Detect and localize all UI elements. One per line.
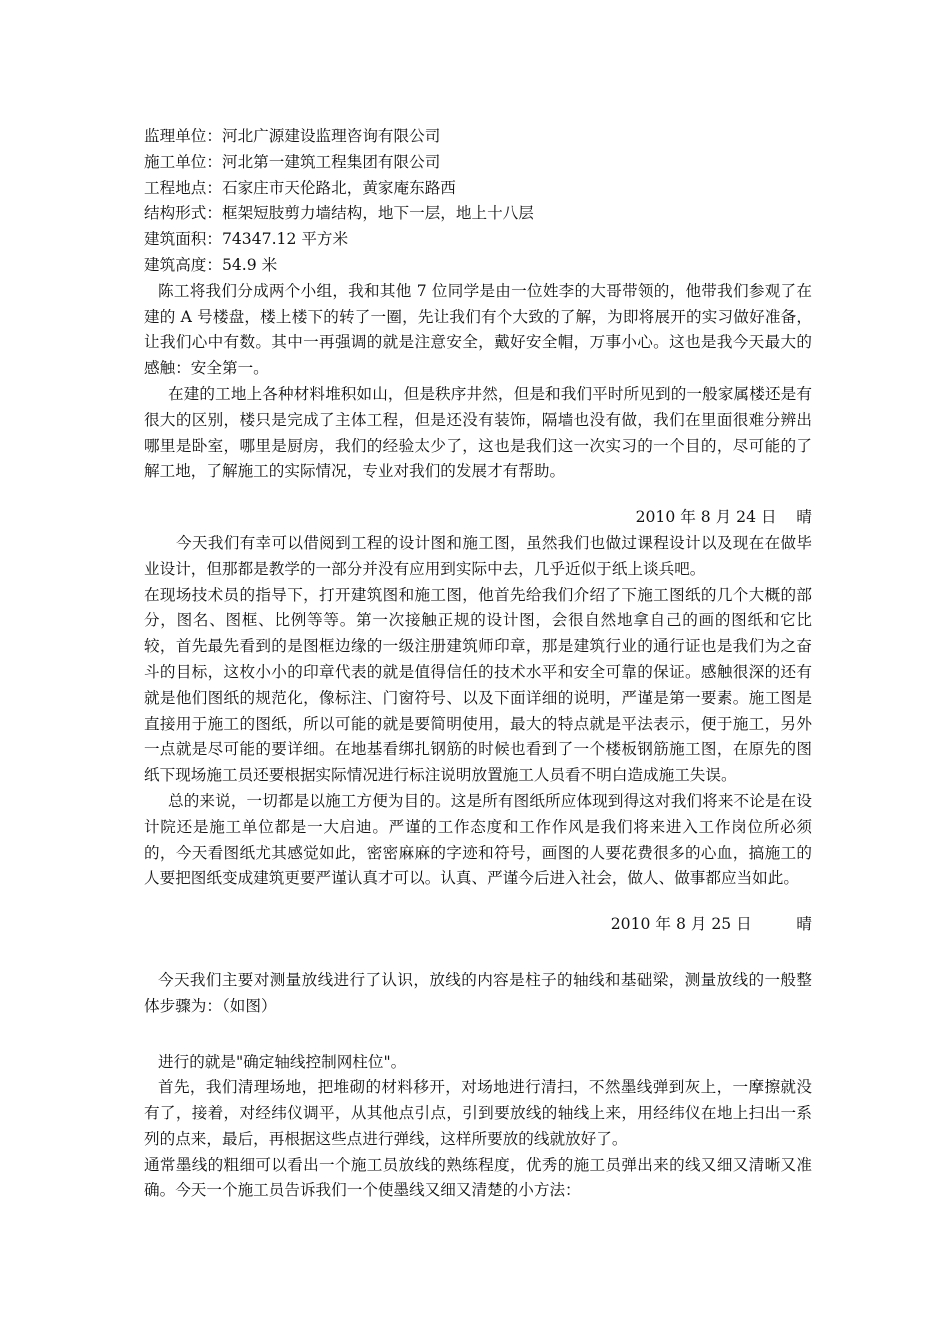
- supervision-unit: 监理单位：河北广源建设监理咨询有限公司: [144, 127, 441, 145]
- document-page: [144, 124, 812, 1204]
- day3-date: 2010 年 8 月 25 日 晴: [610, 915, 812, 934]
- day2-paragraph-1: 今天我们有幸可以借阅到工程的设计图和施工图，虽然我们也做过课程设计以及现在在做毕业设计，但那都是教学的一部分并没有应用到实际中去，几乎近似于纸上谈兵吧。: [144, 533, 812, 578]
- day2-date: 2010 年 8 月 24 日 晴: [635, 508, 812, 527]
- day3-paragraph-4: 通常墨线的粗细可以看出一个施工员放线的熟练程度，优秀的施工员弹出来的线又细又清晰又准确。今天一个施工员告诉我们一个使墨线又细又清楚的小方法：: [144, 1155, 812, 1200]
- day3-paragraph-3: 首先，我们清理场地，把堆砌的材料移开，对场地进行清扫，不然墨线弹到灰上，一摩擦就没有了，接着，对经纬仪调平，从其他点引点，引到要放线的轴线上来，用经纬仪在地上扫出一系列的点来，最后，再根据这些点进行弹线，这样所要放的线就放好了。: [144, 1078, 812, 1148]
- project-location: 工程地点：石家庄市天伦路北，黄家庵东路西: [144, 178, 456, 197]
- day1-paragraph-2: 在建的工地上各种材料堆积如山，但是秩序井然，但是和我们平时所见到的一般家属楼还是有很大的区别，楼只是完成了主体工程，但是还没有装饰，隔墙也没有做，我们在里面很难分辨出哪里是卧室，哪里是厨房，我们的经验太少了，这也是我们这一次实习的一个目的，尽可能的了解工地，了解施工的实际情况，专业对我们的发展才有帮助。: [144, 384, 812, 481]
- day3-paragraph-1: 今天我们主要对测量放线进行了认识，放线的内容是柱子的轴线和基础梁，测量放线的一般整体步骤为：（如图）: [144, 970, 812, 1015]
- day1-paragraph-1: 陈工将我们分成两个小组，我和其他 7 位同学是由一位姓李的大哥带领的，他带我们参观了在建的 A 号楼盘，楼上楼下的转了一圈，先让我们有个大致的了解，为即将展开的实习做好准备，让我们心中有数。其中一再强调的就是注意安全，戴好安全帽，万事小心。这也是我今天最大的感触：安全第一。: [144, 281, 812, 378]
- project-info: [144, 124, 812, 279]
- building-area: 建筑面积：74347.12 平方米: [144, 230, 349, 249]
- structure-type: 结构形式：框架短肢剪力墙结构，地下一层，地上十八层: [144, 204, 534, 223]
- day2-paragraph-2: 在现场技术员的指导下，打开建筑图和施工图，他首先给我们介绍了下施工图纸的几个大概的部分，图名、图框、比例等等。第一次接触正规的设计图，会很自然地拿自己的画的图纸和它比较，首先最先看到的是图框边缘的一级注册建筑师印章，那是建筑行业的通行证也是我们为之奋斗的目标，这枚小小的印章代表的就是值得信任的技术水平和安全可靠的保证。感触很深的还有就是他们图纸的规范化，像标注、门窗符号、以及下面详细的说明，严谨是第一要素。施工图是直接用于施工的图纸，所以可能的就是要简明使用，最大的特点就是平法表示，便于施工，另外一点就是尽可能的要详细。在地基看绑扎钢筋的时候也看到了一个楼板钢筋施工图，在原先的图纸下现场施工员还要根据实际情况进行标注说明放置施工人员看不明白造成施工失误。: [144, 585, 812, 785]
- day3-paragraph-2: 进行的就是"确定轴线控制网柱位"。: [158, 1052, 407, 1071]
- construction-unit: 施工单位：河北第一建筑工程集团有限公司: [144, 152, 441, 171]
- building-height: 建筑高度：54.9 米: [144, 255, 278, 274]
- day2-paragraph-3: 总的来说，一切都是以施工方便为目的。这是所有图纸所应体现到得这对我们将来不论是在设计院还是施工单位都是一大启迪。严谨的工作态度和工作作风是我们将来进入工作岗位所必须的，今天看图纸尤其感觉如此，密密麻麻的字迹和符号，画图的人要花费很多的心血，搞施工的人要把图纸变成建筑更要严谨认真才可以。认真、严谨今后进入社会，做人、做事都应当如此。: [144, 791, 812, 888]
